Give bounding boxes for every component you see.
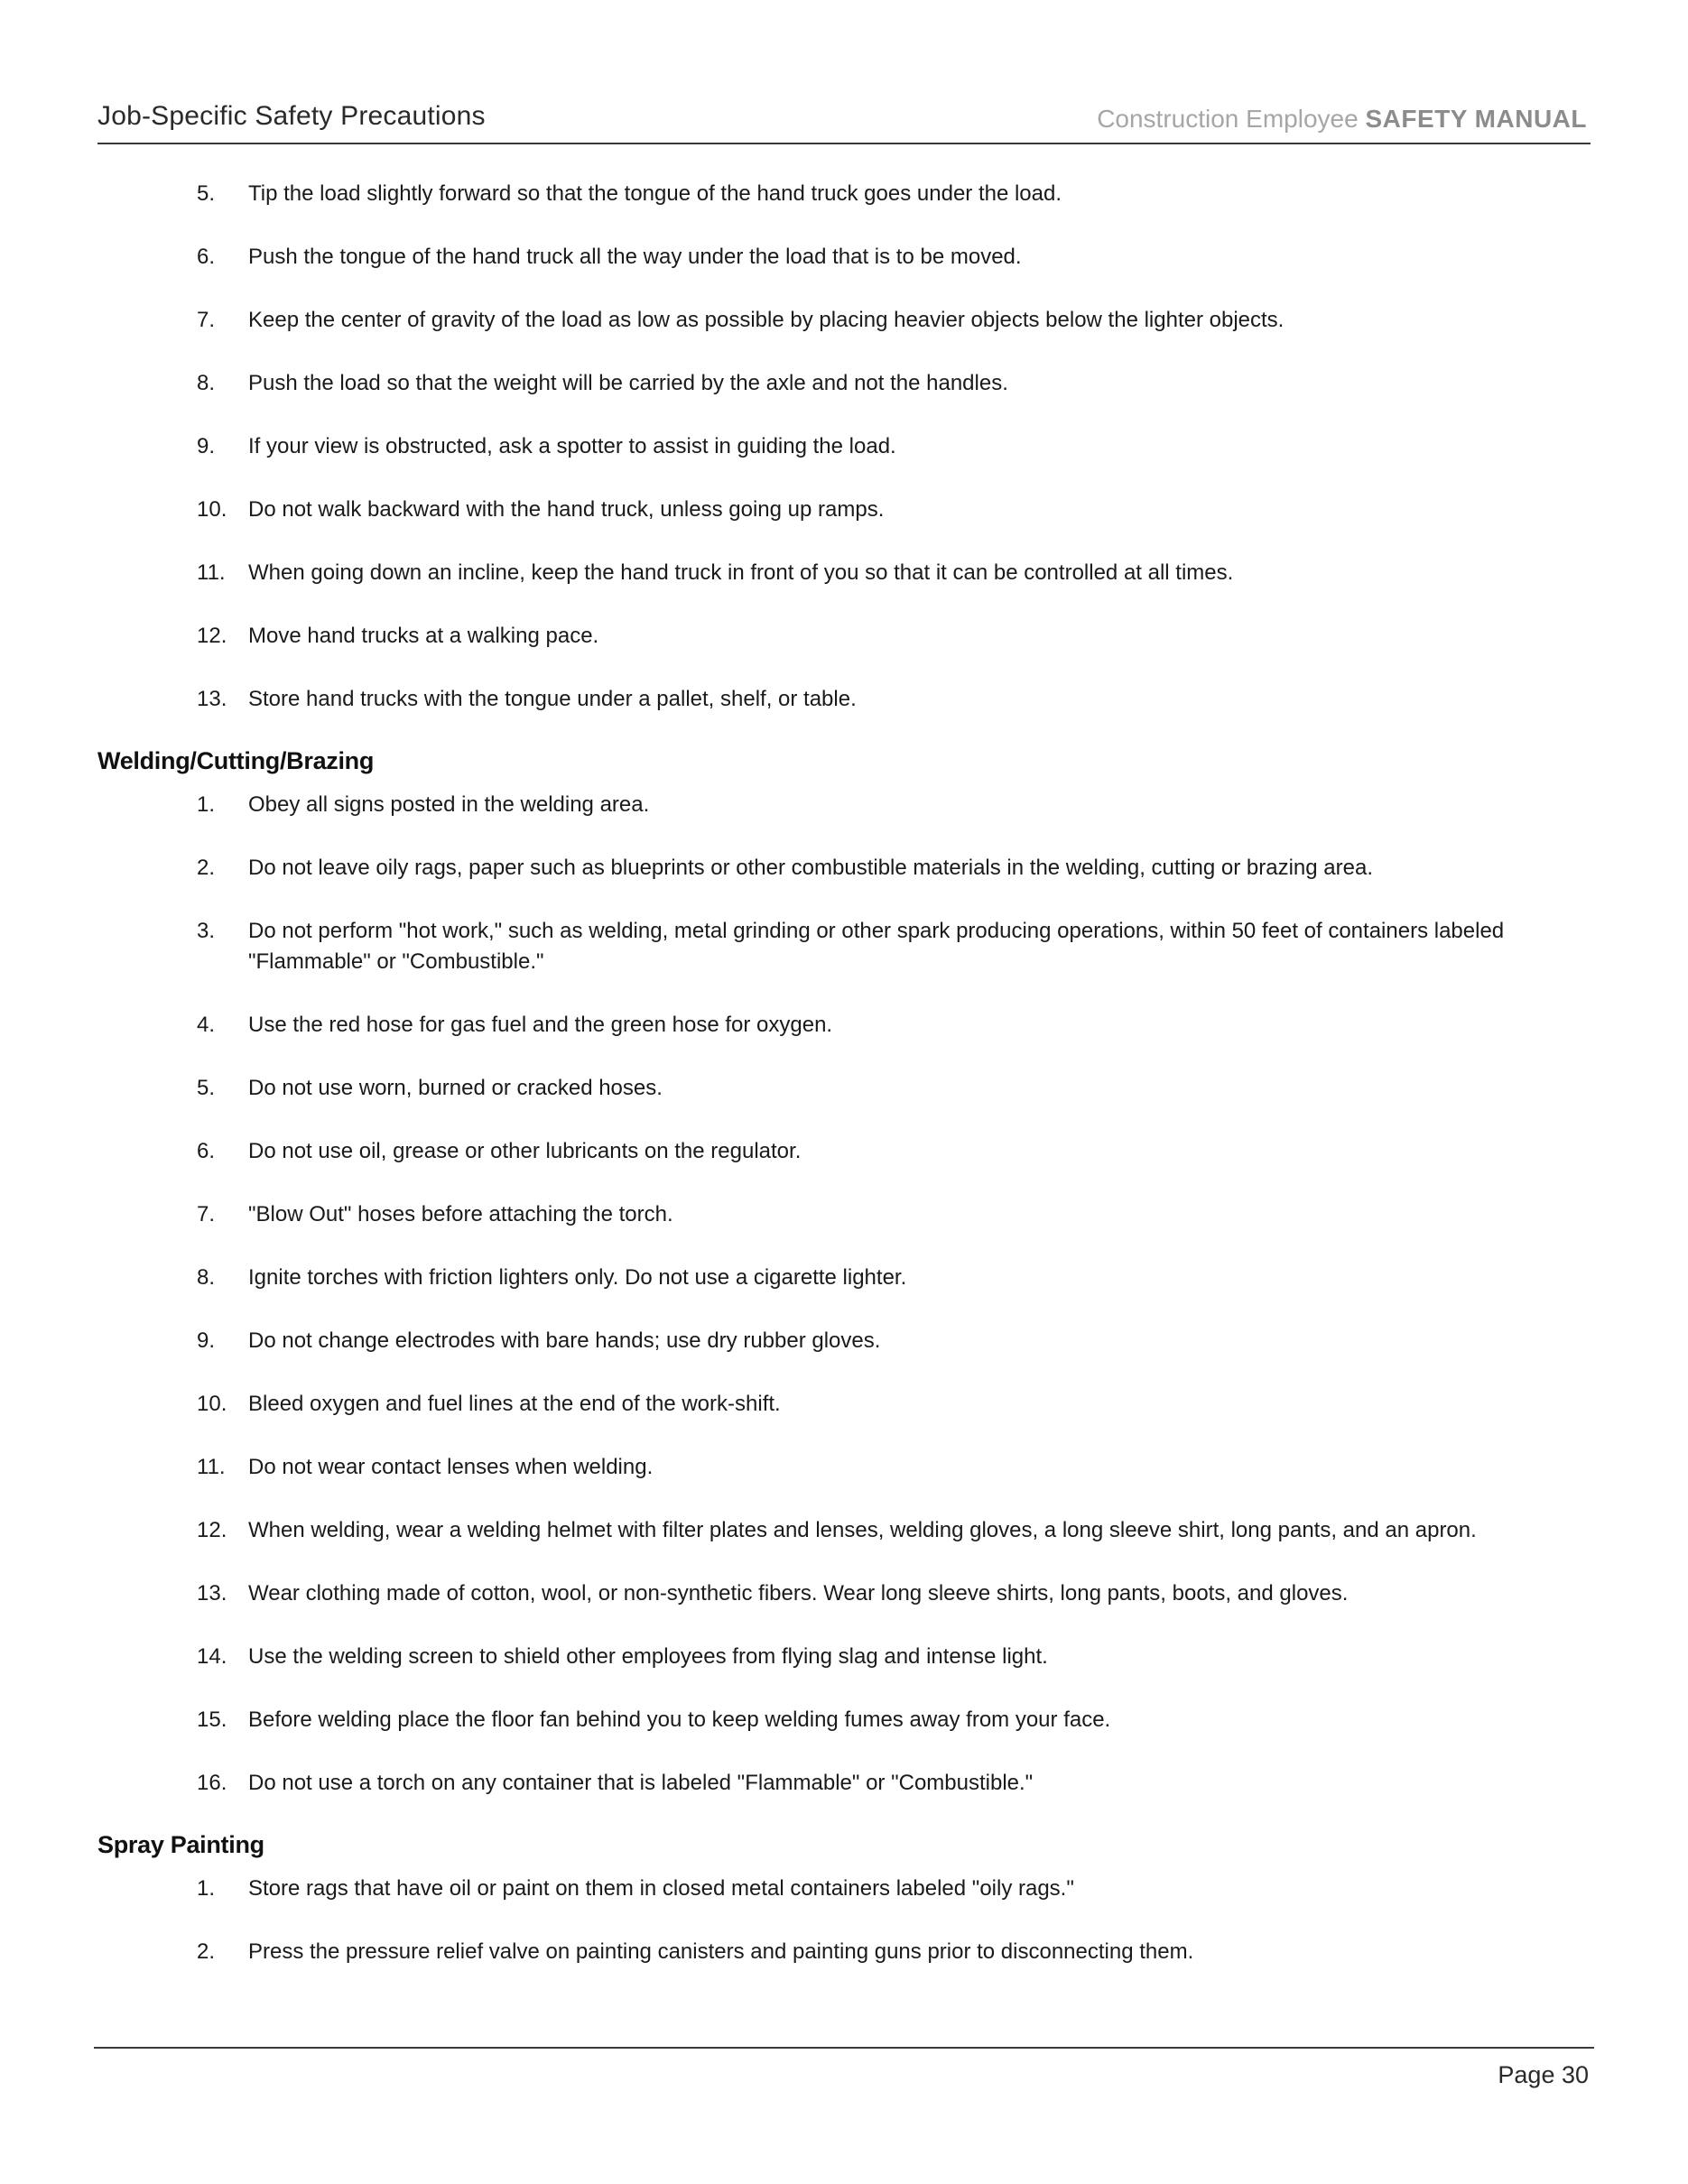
welding-section-title: Welding/Cutting/Brazing — [97, 747, 375, 774]
page-number: Page 30 — [1498, 2061, 1589, 2088]
section-header-title: Job-Specific Safety Precautions — [97, 101, 486, 131]
list-item — [97, 1010, 1596, 1041]
item-text: Store rags that have oil or paint on them in closed metal containers labeled "oily rags." — [248, 1876, 1074, 1901]
item-number: 6. — [197, 245, 216, 269]
list-item — [97, 790, 1596, 820]
item-number: 13. — [197, 1581, 227, 1606]
item-number: 7. — [197, 308, 216, 332]
item-number: 13. — [197, 687, 227, 711]
item-text: Store hand trucks with the tongue under a pallet, shelf, or table. — [248, 687, 857, 711]
item-text: Do not use worn, burned or cracked hoses. — [248, 1076, 663, 1100]
list-item — [97, 368, 1596, 399]
item-number: 10. — [197, 1392, 227, 1416]
item-number: 3. — [197, 919, 216, 943]
list-item — [97, 558, 1596, 588]
hand-truck-list — [97, 179, 1596, 715]
item-text: Do not wear contact lenses when welding. — [248, 1455, 654, 1479]
item-text: Do not use oil, grease or other lubricants on the regulator. — [248, 1139, 802, 1163]
list-item — [97, 916, 1596, 977]
item-text: Move hand trucks at a walking pace. — [248, 624, 599, 648]
item-number: 1. — [197, 792, 216, 817]
list-item — [97, 1073, 1596, 1104]
list-item — [97, 1515, 1596, 1546]
item-text: Use the red hose for gas fuel and the green hose for oxygen. — [248, 1013, 833, 1037]
list-item — [97, 495, 1596, 525]
item-number: 16. — [197, 1771, 227, 1795]
manual-title — [1097, 105, 1587, 134]
item-number: 5. — [197, 181, 216, 206]
list-item — [97, 684, 1596, 715]
item-text: Tip the load slightly forward so that the tongue of the hand truck goes under the load. — [248, 181, 1062, 206]
item-text: Do not perform "hot work," such as welding, metal grinding or other spark producing operations, within 50 feet of containers labeled "Flammable" or "Combustible." — [248, 919, 1505, 974]
item-number: 7. — [197, 1202, 216, 1226]
list-item — [97, 305, 1596, 336]
item-number: 11. — [197, 1455, 226, 1479]
item-number: 9. — [197, 1328, 216, 1353]
list-item — [97, 179, 1596, 209]
spray-painting-list — [97, 1874, 1596, 1967]
item-number: 1. — [197, 1876, 216, 1901]
item-text: Press the pressure relief valve on painting canisters and painting guns prior to disconnecting them. — [248, 1939, 1194, 1964]
item-number: 11. — [197, 560, 226, 585]
list-item — [97, 1578, 1596, 1609]
list-item — [97, 1768, 1596, 1799]
item-text: Ignite torches with friction lighters only. Do not use a cigarette lighter. — [248, 1265, 907, 1290]
item-number: 8. — [197, 371, 216, 395]
item-text: Before welding place the floor fan behind you to keep welding fumes away from your face. — [248, 1707, 1111, 1732]
list-item — [97, 1874, 1596, 1904]
item-text: Do not use a torch on any container that is labeled "Flammable" or "Combustible." — [248, 1771, 1034, 1795]
list-item — [97, 1705, 1596, 1735]
item-number: 2. — [197, 1939, 216, 1964]
item-text: Use the welding screen to shield other employees from flying slag and intense light. — [248, 1644, 1048, 1669]
item-number: 14. — [197, 1644, 227, 1669]
item-number: 6. — [197, 1139, 216, 1163]
list-item — [97, 1199, 1596, 1230]
item-number: 10. — [197, 497, 227, 522]
item-number: 2. — [197, 856, 216, 880]
item-number: 9. — [197, 434, 216, 458]
list-item — [97, 853, 1596, 884]
item-text: Wear clothing made of cotton, wool, or non-synthetic fibers. Wear long sleeve shirts, long pants, boots, and gloves. — [248, 1581, 1349, 1606]
welding-list — [97, 790, 1596, 1799]
item-text: "Blow Out" hoses before attaching the torch. — [248, 1202, 673, 1226]
item-number: 12. — [197, 1518, 227, 1542]
list-item — [97, 242, 1596, 273]
item-text: Do not leave oily rags, paper such as blueprints or other combustible materials in the welding, cutting or brazing area. — [248, 856, 1373, 880]
item-text: Obey all signs posted in the welding area. — [248, 792, 650, 817]
list-item — [97, 1389, 1596, 1420]
item-number: 15. — [197, 1707, 227, 1732]
item-number: 4. — [197, 1013, 216, 1037]
item-number: 8. — [197, 1265, 216, 1290]
list-item — [97, 1937, 1596, 1967]
item-text: Do not walk backward with the hand truck, unless going up ramps. — [248, 497, 885, 522]
item-text: Do not change electrodes with bare hands; use dry rubber gloves. — [248, 1328, 881, 1353]
item-text: When welding, wear a welding helmet with filter plates and lenses, welding gloves, a long sleeve shirt, long pants, and an apron. — [248, 1518, 1477, 1542]
page-footer — [94, 2047, 1594, 2088]
manual-title-bold: SAFETY MANUAL — [1365, 105, 1587, 133]
list-item — [97, 1326, 1596, 1356]
item-number: 5. — [197, 1076, 216, 1100]
manual-title-light: Construction Employee — [1097, 105, 1359, 133]
item-number: 12. — [197, 624, 227, 648]
page-content — [97, 179, 1596, 2000]
list-item — [97, 1452, 1596, 1483]
page-header — [97, 97, 1591, 144]
item-text: Bleed oxygen and fuel lines at the end of the work-shift. — [248, 1392, 781, 1416]
item-text: Keep the center of gravity of the load as low as possible by placing heavier objects below the lighter objects. — [248, 308, 1285, 332]
item-text: If your view is obstructed, ask a spotter to assist in guiding the load. — [248, 434, 896, 458]
list-item — [97, 1642, 1596, 1672]
list-item — [97, 1136, 1596, 1167]
item-text: When going down an incline, keep the hand truck in front of you so that it can be controlled at all times. — [248, 560, 1234, 585]
list-item — [97, 1263, 1596, 1293]
list-item — [97, 621, 1596, 652]
item-text: Push the tongue of the hand truck all the way under the load that is to be moved. — [248, 245, 1022, 269]
item-text: Push the load so that the weight will be carried by the axle and not the handles. — [248, 371, 1008, 395]
spray-painting-section-title: Spray Painting — [97, 1831, 264, 1858]
list-item — [97, 431, 1596, 462]
